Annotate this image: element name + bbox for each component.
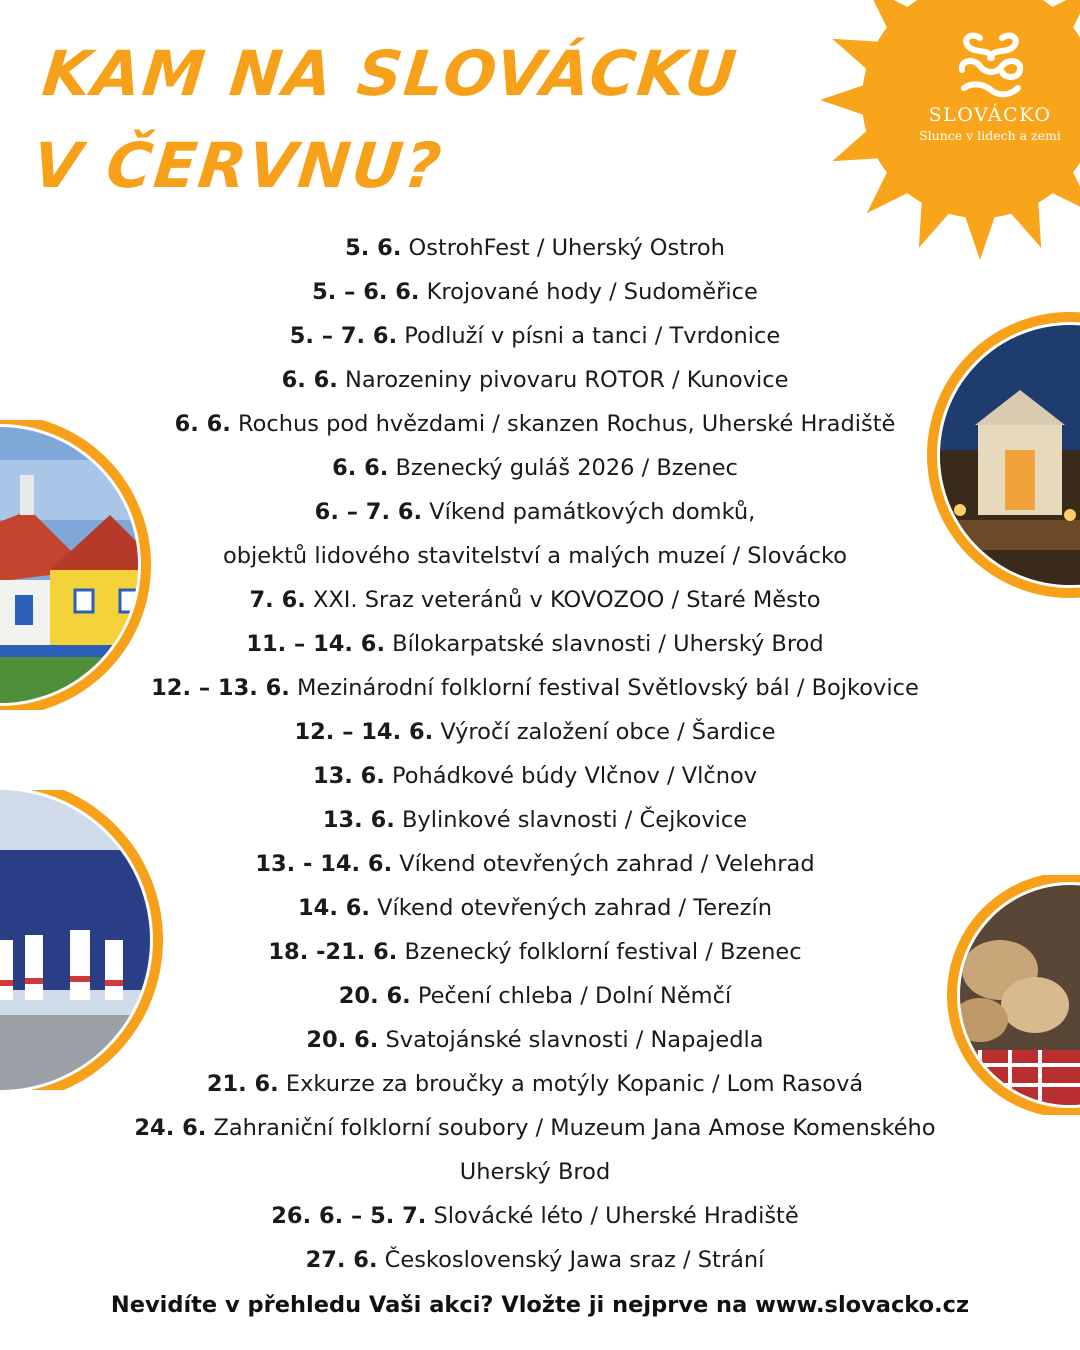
- title-line-1: KAM NA SLOVÁCKU: [39, 37, 742, 110]
- event-text: Narozeniny pivovaru ROTOR / Kunovice: [344, 367, 789, 393]
- event-date: 11. – 14. 6.: [246, 631, 386, 657]
- event-text: Výročí založení obce / Šardice: [440, 719, 776, 745]
- event-item: [60, 930, 1010, 974]
- event-item: [60, 666, 1010, 710]
- event-item: [60, 1106, 1010, 1150]
- event-item: [60, 754, 1010, 798]
- event-text: Slovácké léto / Uherské Hradiště: [433, 1203, 799, 1229]
- event-date: 13. 6.: [312, 763, 385, 789]
- event-text: Pohádkové búdy Vlčnov / Vlčnov: [392, 763, 758, 789]
- event-date: 26. 6. – 5. 7.: [271, 1203, 427, 1229]
- event-date: 14. 6.: [298, 895, 370, 921]
- event-text: Rochus pod hvězdami / skanzen Rochus, Uherské Hradiště: [237, 411, 896, 437]
- event-text: Bylinkové slavnosti / Čejkovice: [401, 807, 748, 833]
- event-date: 20. 6.: [306, 1027, 379, 1053]
- page-title: [28, 28, 742, 212]
- footer-note: Nevidíte v přehledu Vaši akci? Vložte ji nejprve na www.slovacko.cz: [110, 1292, 970, 1318]
- event-item: [60, 578, 1010, 622]
- event-item: [60, 446, 1010, 490]
- event-text: Mezinárodní folklorní festival Světlovský bál / Bojkovice: [296, 675, 919, 701]
- event-item: [60, 1238, 1010, 1282]
- event-item: [60, 358, 1010, 402]
- event-text: Exkurze za broučky a motýly Kopanic / Lom Rasová: [285, 1071, 864, 1097]
- logo-tagline: Slunce v lidech a zemi: [919, 128, 1061, 143]
- event-text: Víkend otevřených zahrad / Terezín: [377, 895, 772, 921]
- event-item: [60, 226, 1010, 270]
- event-date: 13. 6.: [322, 807, 395, 833]
- event-text: XXI. Sraz veteránů v KOVOZOO / Staré Město: [312, 587, 821, 613]
- event-text: Bzenecký guláš 2026 / Bzenec: [395, 455, 738, 481]
- event-date: 27. 6.: [305, 1247, 378, 1273]
- event-text: objektů lidového stavitelství a malých muzeí / Slovácko: [222, 543, 848, 569]
- event-date: 13. - 14. 6.: [255, 851, 393, 877]
- event-date: 6. 6.: [174, 411, 231, 437]
- event-list: [60, 226, 1010, 1282]
- event-text: Víkend otevřených zahrad / Velehrad: [399, 851, 815, 877]
- event-text: OstrohFest / Uherský Ostroh: [408, 235, 725, 261]
- event-date: 7. 6.: [249, 587, 306, 613]
- event-item: [60, 1062, 1010, 1106]
- logo-text: [900, 104, 1080, 143]
- event-item: [60, 534, 1010, 578]
- event-text: Víkend památkových domků,: [429, 499, 756, 525]
- event-date: 21. 6.: [206, 1071, 279, 1097]
- event-date: 6. 6.: [332, 455, 389, 481]
- event-item: [60, 622, 1010, 666]
- event-item: [60, 314, 1010, 358]
- event-item: [60, 798, 1010, 842]
- event-item: [60, 1194, 1010, 1238]
- event-item: [60, 710, 1010, 754]
- event-date: 12. – 14. 6.: [294, 719, 434, 745]
- event-text: Pečení chleba / Dolní Němčí: [417, 983, 732, 1009]
- event-item: [60, 402, 1010, 446]
- event-item: [60, 1018, 1010, 1062]
- event-text: Bílokarpatské slavnosti / Uherský Brod: [392, 631, 824, 657]
- event-text: Podluží v písni a tanci / Tvrdonice: [404, 323, 781, 349]
- event-date: 6. 6.: [281, 367, 338, 393]
- event-item: [60, 1150, 1010, 1194]
- event-text: Krojované hody / Sudoměřice: [426, 279, 758, 305]
- event-date: 5. 6.: [345, 235, 402, 261]
- event-date: 12. – 13. 6.: [151, 675, 290, 701]
- event-text: Československý Jawa sraz / Strání: [384, 1247, 765, 1273]
- event-item: [60, 490, 1010, 534]
- event-text: Uherský Brod: [459, 1159, 611, 1185]
- event-item: [60, 886, 1010, 930]
- event-date: 24. 6.: [134, 1115, 207, 1141]
- event-item: [60, 270, 1010, 314]
- event-date: 6. – 7. 6.: [314, 499, 423, 525]
- event-item: [60, 842, 1010, 886]
- event-text: Bzenecký folklorní festival / Bzenec: [404, 939, 802, 965]
- event-text: Zahraniční folklorní soubory / Muzeum Jana Amose Komenského: [213, 1115, 936, 1141]
- title-line-2: V ČERVNU?: [29, 129, 447, 202]
- slovacko-emblem-icon: [950, 28, 1032, 102]
- event-date: 5. – 7. 6.: [289, 323, 398, 349]
- event-date: 5. – 6. 6.: [312, 279, 420, 305]
- event-item: [60, 974, 1010, 1018]
- event-text: Svatojánské slavnosti / Napajedla: [385, 1027, 764, 1053]
- logo-name: SLOVÁCKO: [928, 104, 1052, 126]
- event-date: 18. -21. 6.: [268, 939, 398, 965]
- event-date: 20. 6.: [338, 983, 411, 1009]
